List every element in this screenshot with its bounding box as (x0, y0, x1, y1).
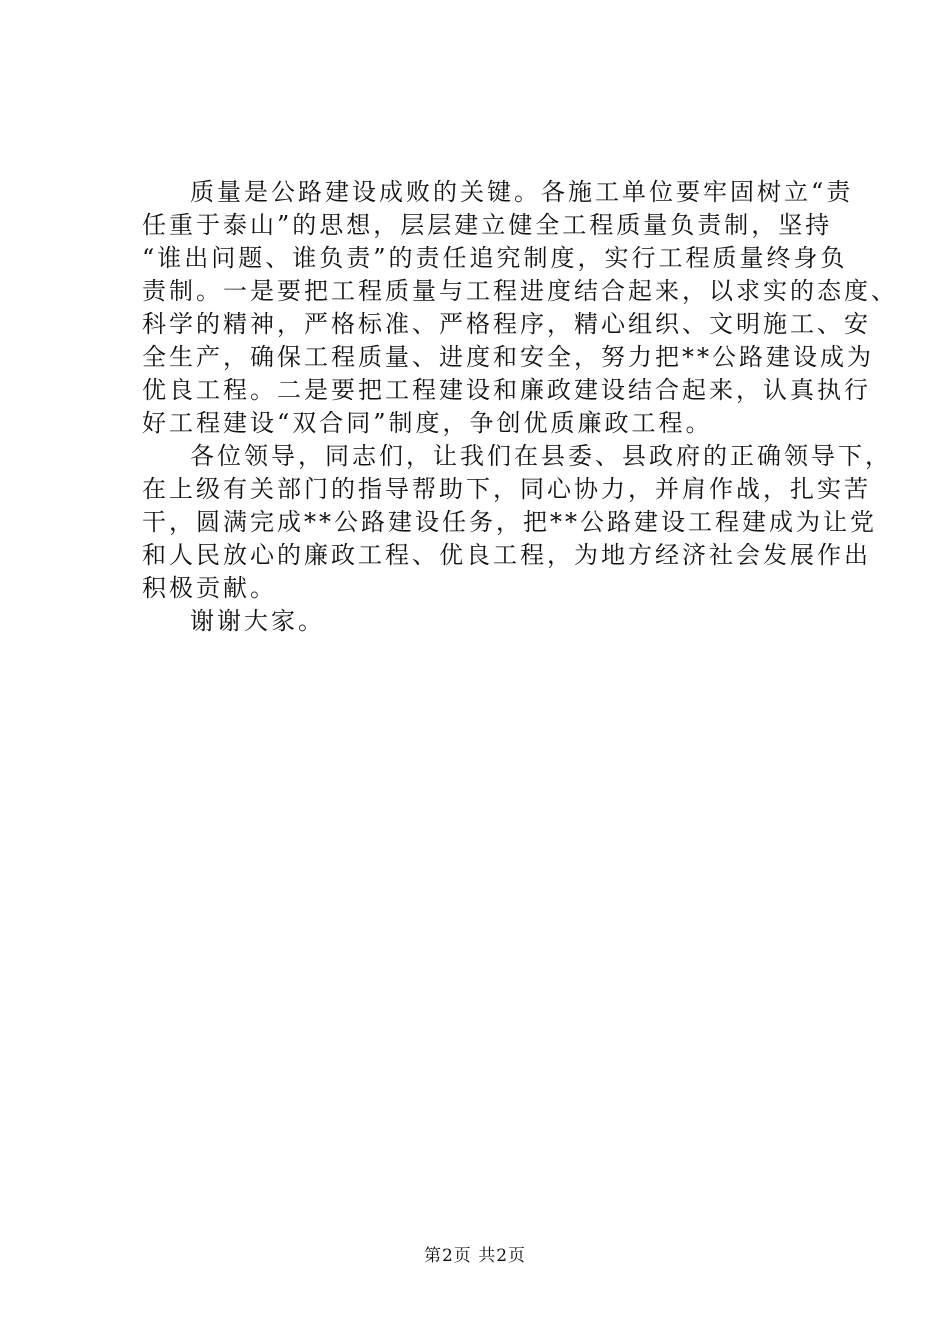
text-line: 在上级有关部门的指导帮助下，同心协力，并肩作战，扎实苦 (142, 475, 871, 503)
text-line: 责制。一是要把工程质量与工程进度结合起来，以求实的态度、 (142, 277, 898, 305)
text-line: 各位领导，同志们，让我们在县委、县政府的正确领导下， (190, 442, 892, 470)
text-line: 和人民放心的廉政工程、优良工程，为地方经济社会发展作出 (142, 541, 871, 569)
text-line: “谁出问题、谁负责”的责任追究制度，实行工程质量终身负 (142, 244, 848, 272)
text-line: 优良工程。二是要把工程建设和廉政建设结合起来，认真执行 (142, 376, 871, 404)
text-line: 质量是公路建设成败的关键。各施工单位要牢固树立“责 (190, 178, 854, 206)
paragraph-thanks (142, 605, 842, 638)
document-body (142, 176, 898, 638)
paragraph-closing-call (142, 440, 892, 605)
page-number-footer: 第2页 共2页 (423, 1246, 527, 1266)
text-line: 积极贡献。 (142, 574, 277, 602)
text-line: 科学的精神，严格标准、严格程序，精心组织、文明施工、安 (142, 310, 871, 338)
text-line: 干，圆满完成**公路建设任务，把**公路建设工程建成为让党 (142, 508, 877, 536)
text-line: 任重于泰山”的思想，层层建立健全工程质量负责制，坚持 (142, 211, 833, 239)
paragraph-quality (142, 176, 898, 440)
text-line: 谢谢大家。 (190, 607, 325, 635)
text-line: 全生产，确保工程质量、进度和安全，努力把**公路建设成为 (142, 343, 874, 371)
text-line: 好工程建设“双合同”制度，争创优质廉政工程。 (142, 409, 713, 437)
